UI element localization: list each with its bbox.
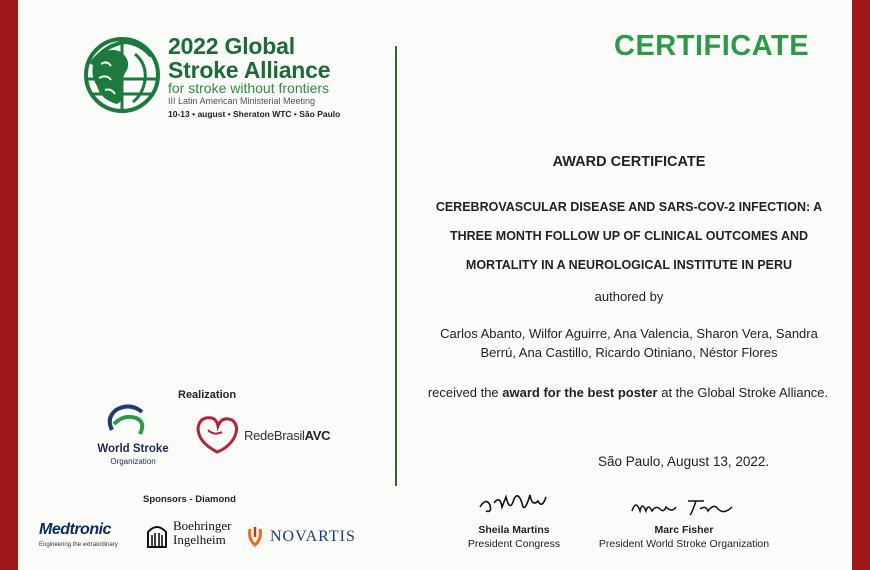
paper-title-line: THREE MONTH FOLLOW UP OF CLINICAL OUTCOMES AND — [449, 229, 809, 243]
signer-name: Marc Fisher — [654, 524, 714, 536]
rede-brasil-logo-icon — [192, 412, 242, 458]
rede-brasil-name — [244, 428, 330, 443]
place-date: São Paulo, August 13, 2022. — [598, 454, 770, 469]
award-statement-post: at the Global Stroke Alliance. — [661, 385, 829, 400]
boehringer-name — [173, 519, 231, 547]
signer-role: President World Stroke Organization — [598, 538, 770, 550]
paper-title-line: CEREBROVASCULAR DISEASE AND SARS-COV-2 INFECTION: A — [435, 200, 823, 214]
event-meeting: III Latin American Ministerial Meeting — [168, 96, 316, 106]
vertical-divider — [395, 46, 397, 486]
medtronic-logo: Medtronic — [39, 521, 111, 538]
novartis-name: NOVARTIS — [270, 528, 356, 545]
world-stroke-sub: Organization — [110, 457, 156, 466]
event-title — [168, 34, 330, 82]
world-stroke-logo-icon — [102, 404, 156, 440]
signature-sheila-icon — [476, 487, 552, 521]
award-statement-pre: received the — [427, 385, 499, 400]
authors-list — [410, 324, 848, 362]
authors-line: Berrú, Ana Castillo, Ricardo Otiniano, Néstor Flores — [480, 345, 778, 360]
realization-label: Realization — [178, 389, 237, 401]
boehringer-line2: Ingelheim — [173, 532, 226, 547]
boehringer-logo-icon — [145, 522, 169, 548]
event-tagline: for stroke without frontiers — [168, 80, 330, 96]
certificate-heading: CERTIFICATE — [614, 30, 810, 62]
paper-title — [401, 193, 857, 280]
award-statement-bold: award for the best poster — [502, 385, 658, 400]
event-dates: 10-13 • august • Sheraton WTC • São Paulo — [168, 109, 341, 119]
rede-brasil-suffix: AVC — [304, 428, 331, 443]
sponsors-label: Sponsors - Diamond — [143, 494, 236, 505]
paper-title-line: MORTALITY IN A NEUROLOGICAL INSTITUTE IN PERU — [465, 258, 793, 272]
medtronic-tagline: Engineering the extraordinary — [39, 542, 118, 548]
signer-name: Sheila Martins — [478, 524, 550, 536]
award-title: AWARD CERTIFICATE — [552, 154, 706, 170]
novartis-logo-icon — [246, 525, 264, 547]
signer-role: President Congress — [467, 538, 561, 550]
event-title-line1: 2022 Global — [168, 33, 295, 59]
globe-brain-logo-icon — [81, 34, 163, 116]
rede-brasil-prefix: RedeBrasil — [244, 428, 305, 443]
boehringer-line1: Boehringer — [173, 518, 232, 533]
world-stroke-name: World Stroke — [97, 443, 169, 455]
event-title-line2: Stroke Alliance — [168, 57, 331, 83]
authored-by: authored by — [594, 289, 664, 304]
award-statement — [418, 384, 838, 402]
certificate-sheet — [18, 0, 852, 570]
authors-line: Carlos Abanto, Wilfor Aguirre, Ana Valencia, Sharon Vera, Sandra — [440, 326, 818, 341]
signature-marc-icon — [628, 493, 738, 521]
